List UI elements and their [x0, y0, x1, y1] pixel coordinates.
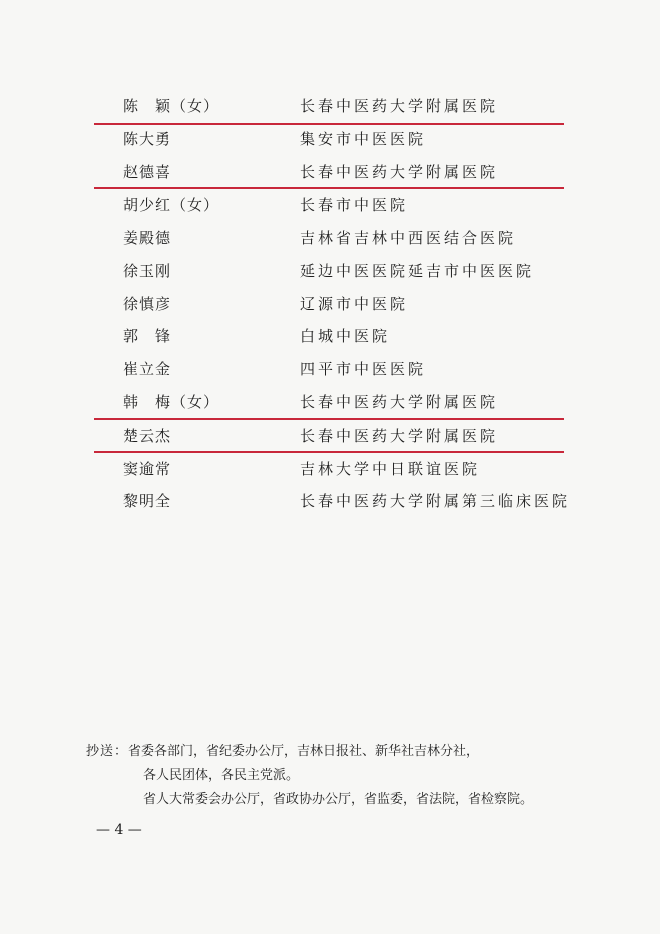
list-item: [0, 125, 660, 153]
organization-name: 长春中医药大学附属医院: [300, 97, 499, 115]
organization-name: 长春中医药大学附属医院: [300, 163, 499, 181]
list-item: [0, 158, 660, 186]
organization-name: 吉林大学中日联谊医院: [300, 460, 481, 478]
list-item: [0, 487, 660, 515]
person-name: 韩 梅（女）: [123, 393, 220, 411]
cc-label: 抄送：: [86, 744, 129, 759]
person-name: 窦逾常: [123, 460, 172, 478]
list-item: [0, 322, 660, 350]
list-item: [0, 422, 660, 450]
person-name: 胡少红（女）: [123, 196, 220, 214]
person-name: 赵德喜: [123, 163, 172, 181]
organization-name: 长春市中医院: [300, 196, 409, 214]
list-item: [0, 388, 660, 416]
organization-name: 长春中医药大学附属医院: [300, 393, 499, 411]
person-name: 崔立金: [123, 360, 172, 378]
person-name: 郭 锋: [123, 327, 172, 345]
divider-line: [94, 451, 564, 453]
cc-recipients: 省委各部门，省纪委办公厅，吉林日报社、新华社吉林分社，: [128, 744, 480, 759]
list-item: [0, 92, 660, 120]
person-name: 徐玉刚: [123, 262, 172, 280]
cc-section: [86, 740, 586, 812]
list-item: [0, 290, 660, 318]
list-item: [0, 455, 660, 483]
cc-line: 各人民团体，各民主党派。: [143, 768, 300, 783]
page-number: — 4 —: [96, 822, 142, 838]
person-name: 黎明全: [123, 492, 172, 510]
organization-name: 集安市中医医院: [300, 130, 427, 148]
person-name: 姜殿德: [123, 229, 172, 247]
organization-name: 吉林省吉林中西医结合医院: [300, 229, 517, 247]
organization-name: 白城中医院: [300, 327, 391, 345]
organization-name: 延边中医医院延吉市中医医院: [300, 262, 535, 280]
person-name: 陈大勇: [123, 130, 172, 148]
person-name: 陈 颖（女）: [123, 97, 220, 115]
organization-name: 长春中医药大学附属医院: [300, 427, 499, 445]
organization-name: 辽源市中医院: [300, 295, 409, 313]
cc-line: 省人大常委会办公厅，省政协办公厅，省监委，省法院，省检察院。: [143, 792, 534, 807]
divider-line: [94, 187, 564, 189]
divider-line: [94, 418, 564, 420]
list-item: [0, 355, 660, 383]
person-name: 徐慎彦: [123, 295, 172, 313]
list-item: [0, 224, 660, 252]
organization-name: 长春中医药大学附属第三临床医院: [300, 492, 571, 510]
list-item: [0, 191, 660, 219]
cc-line: [86, 740, 586, 764]
list-item: [0, 257, 660, 285]
organization-name: 四平市中医医院: [300, 360, 427, 378]
person-name: 楚云杰: [123, 427, 172, 445]
